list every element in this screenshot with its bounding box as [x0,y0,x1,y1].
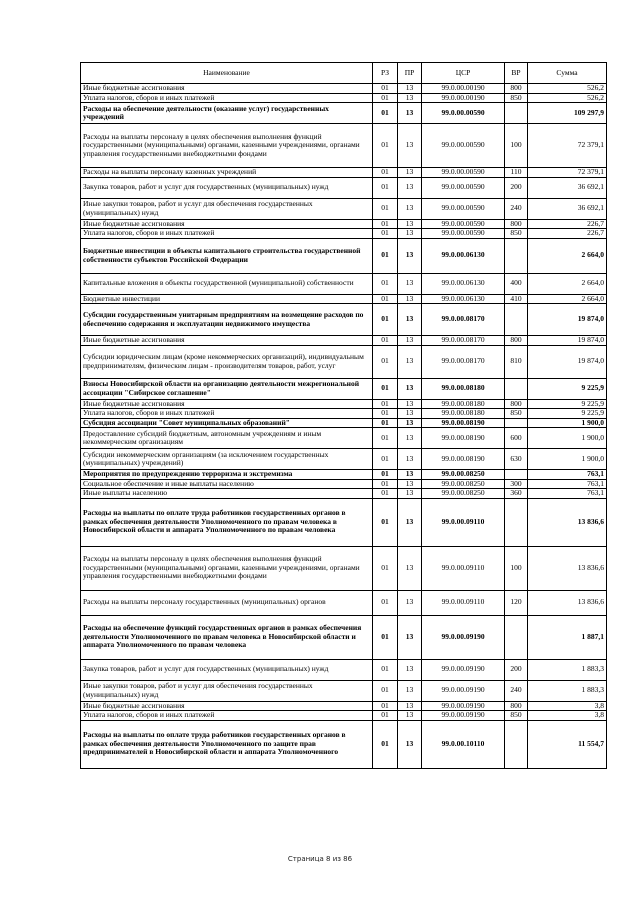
cell-csr: 99.0.00.09110 [422,546,505,590]
cell-name: Расходы на выплаты персоналу в целях обеспечения выполнения функций государственными (муниципальными) органами, казенными учреждениями, органами управления государственными внебюджетными фондами [81,546,373,590]
table-row [81,701,607,711]
cell-pr: 13 [398,449,422,470]
cell-name: Иные закупки товаров, работ и услуг для обеспечения государственных (муниципальных) нужд [81,680,373,701]
header-sum: Сумма [528,63,607,84]
cell-vr: 100 [505,546,528,590]
cell-name: Субсидии юридическим лицам (кроме некоммерческих организаций), индивидуальным предпринимателям, физическим лицам - производителям товаров, работ, услуг [81,345,373,378]
cell-pr: 13 [398,711,422,721]
cell-rz: 01 [373,93,398,103]
cell-csr: 99.0.00.00190 [422,84,505,94]
cell-name: Расходы на обеспечение функций государственных органов в рамках обеспечения деятельности Уполномоченного по правам человека в Новосибирской области и аппарата Уполномоченного по правам человека [81,615,373,659]
cell-rz: 01 [373,336,398,346]
cell-rz: 01 [373,378,398,399]
cell-csr: 99.0.00.08250 [422,470,505,480]
cell-sum: 11 554,7 [528,720,607,768]
cell-csr: 99.0.00.08170 [422,336,505,346]
cell-name: Иные бюджетные ассигнования [81,219,373,229]
cell-csr: 99.0.00.09110 [422,498,505,546]
table-row [81,168,607,178]
cell-sum: 1 900,0 [528,428,607,449]
table-row [81,336,607,346]
cell-csr: 99.0.00.00590 [422,177,505,198]
cell-csr: 99.0.00.06130 [422,273,505,294]
cell-vr: 800 [505,84,528,94]
cell-vr [505,615,528,659]
cell-vr [505,418,528,428]
cell-rz: 01 [373,103,398,124]
cell-pr: 13 [398,489,422,499]
cell-pr: 13 [398,428,422,449]
cell-sum: 763,1 [528,479,607,489]
cell-sum: 3,8 [528,711,607,721]
cell-name: Расходы на выплаты персоналу в целях обеспечения выполнения функций государственными (муниципальными) органами, казенными учреждениями, органами управления государственными внебюджетными фондами [81,124,373,168]
cell-pr: 13 [398,229,422,239]
cell-csr: 99.0.00.00190 [422,93,505,103]
cell-csr: 99.0.00.08190 [422,428,505,449]
cell-vr: 240 [505,680,528,701]
cell-vr: 850 [505,229,528,239]
cell-pr: 13 [398,546,422,590]
cell-pr: 13 [398,720,422,768]
cell-rz: 01 [373,449,398,470]
cell-name: Уплата налогов, сборов и иных платежей [81,93,373,103]
cell-vr: 360 [505,489,528,499]
cell-sum: 1 900,0 [528,449,607,470]
cell-name: Уплата налогов, сборов и иных платежей [81,229,373,239]
cell-vr: 120 [505,590,528,615]
cell-rz: 01 [373,229,398,239]
cell-csr: 99.0.00.00590 [422,168,505,178]
cell-name: Закупка товаров, работ и услуг для государственных (муниципальных) нужд [81,177,373,198]
cell-vr: 300 [505,479,528,489]
cell-pr: 13 [398,418,422,428]
cell-name: Капитальные вложения в объекты государственной (муниципальной) собственности [81,273,373,294]
cell-vr: 800 [505,219,528,229]
cell-csr: 99.0.00.08170 [422,345,505,378]
cell-name: Иные выплаты населению [81,489,373,499]
cell-vr: 800 [505,701,528,711]
cell-csr: 99.0.00.09190 [422,615,505,659]
cell-vr [505,378,528,399]
cell-sum: 13 836,6 [528,590,607,615]
cell-pr: 13 [398,409,422,419]
table-row [81,93,607,103]
cell-pr: 13 [398,93,422,103]
cell-name: Расходы на выплаты по оплате труда работников государственных органов в рамках обеспечения деятельности Уполномоченного по правам человека в Новосибирской области и аппарата Уполномоченного по правам человека [81,498,373,546]
table-header-row [81,63,607,84]
cell-sum: 1 887,1 [528,615,607,659]
cell-csr: 99.0.00.00590 [422,229,505,239]
table-row [81,219,607,229]
cell-sum: 1 883,3 [528,659,607,680]
cell-pr: 13 [398,615,422,659]
cell-sum: 226,7 [528,229,607,239]
cell-pr: 13 [398,701,422,711]
cell-rz: 01 [373,238,398,273]
cell-vr: 800 [505,336,528,346]
cell-sum: 9 225,9 [528,399,607,409]
table-row [81,479,607,489]
cell-vr [505,470,528,480]
cell-vr [505,238,528,273]
cell-pr: 13 [398,294,422,304]
table-row [81,489,607,499]
cell-pr: 13 [398,470,422,480]
cell-pr: 13 [398,345,422,378]
cell-sum: 526,2 [528,84,607,94]
cell-sum: 2 664,0 [528,294,607,304]
cell-pr: 13 [398,498,422,546]
table-row [81,124,607,168]
cell-csr: 99.0.00.00590 [422,198,505,219]
cell-pr: 13 [398,304,422,336]
cell-pr: 13 [398,479,422,489]
cell-sum: 1 883,3 [528,680,607,701]
cell-sum: 72 379,1 [528,168,607,178]
table-row [81,177,607,198]
cell-vr: 600 [505,428,528,449]
cell-sum: 526,2 [528,93,607,103]
table-row [81,294,607,304]
cell-vr: 800 [505,399,528,409]
cell-rz: 01 [373,177,398,198]
table-row [81,345,607,378]
cell-sum: 13 836,6 [528,546,607,590]
cell-pr: 13 [398,680,422,701]
table-row [81,449,607,470]
cell-vr: 400 [505,273,528,294]
cell-pr: 13 [398,177,422,198]
cell-csr: 99.0.00.08190 [422,418,505,428]
table-row [81,590,607,615]
table-row [81,378,607,399]
cell-csr: 99.0.00.08190 [422,449,505,470]
cell-sum: 3,8 [528,701,607,711]
cell-name: Иные закупки товаров, работ и услуг для обеспечения государственных (муниципальных) нужд [81,198,373,219]
table-row [81,546,607,590]
cell-pr: 13 [398,168,422,178]
cell-csr: 99.0.00.08250 [422,489,505,499]
cell-name: Иные бюджетные ассигнования [81,84,373,94]
cell-rz: 01 [373,498,398,546]
cell-csr: 99.0.00.09190 [422,680,505,701]
cell-sum: 2 664,0 [528,273,607,294]
table-row [81,409,607,419]
table-row [81,498,607,546]
cell-name: Субсидия ассоциации "Совет муниципальных образований" [81,418,373,428]
cell-rz: 01 [373,399,398,409]
cell-rz: 01 [373,219,398,229]
cell-sum: 763,1 [528,489,607,499]
cell-name: Иные бюджетные ассигнования [81,399,373,409]
cell-sum: 72 379,1 [528,124,607,168]
cell-rz: 01 [373,711,398,721]
table-row [81,470,607,480]
cell-rz: 01 [373,546,398,590]
cell-rz: 01 [373,198,398,219]
cell-csr: 99.0.00.09190 [422,711,505,721]
cell-rz: 01 [373,701,398,711]
cell-csr: 99.0.00.08180 [422,409,505,419]
table-row [81,615,607,659]
cell-vr: 850 [505,93,528,103]
cell-vr [505,720,528,768]
cell-pr: 13 [398,238,422,273]
cell-pr: 13 [398,590,422,615]
cell-name: Расходы на обеспечение деятельности (оказание услуг) государственных учреждений [81,103,373,124]
table-row [81,273,607,294]
header-pr: ПР [398,63,422,84]
cell-csr: 99.0.00.00590 [422,219,505,229]
cell-vr [505,304,528,336]
cell-pr: 13 [398,103,422,124]
cell-name: Бюджетные инвестиции [81,294,373,304]
cell-csr: 99.0.00.09110 [422,590,505,615]
header-vr: ВР [505,63,528,84]
cell-vr: 110 [505,168,528,178]
cell-name: Уплата налогов, сборов и иных платежей [81,409,373,419]
cell-rz: 01 [373,345,398,378]
table-row [81,229,607,239]
table-row [81,304,607,336]
cell-name: Предоставление субсидий бюджетным, автономным учреждениям и иным некоммерческим организациям [81,428,373,449]
cell-vr: 810 [505,345,528,378]
cell-sum: 9 225,9 [528,409,607,419]
cell-csr: 99.0.00.08180 [422,399,505,409]
cell-csr: 99.0.00.00590 [422,103,505,124]
cell-pr: 13 [398,273,422,294]
cell-rz: 01 [373,720,398,768]
cell-vr: 200 [505,659,528,680]
cell-pr: 13 [398,198,422,219]
cell-name: Мероприятия по предупреждению терроризма и экстремизма [81,470,373,480]
cell-csr: 99.0.00.09190 [422,659,505,680]
cell-vr: 850 [505,409,528,419]
table-body [81,84,607,769]
budget-table [80,62,607,769]
cell-pr: 13 [398,219,422,229]
table-row [81,659,607,680]
header-name: Наименование [81,63,373,84]
cell-rz: 01 [373,418,398,428]
cell-name: Уплата налогов, сборов и иных платежей [81,711,373,721]
cell-sum: 1 900,0 [528,418,607,428]
cell-vr [505,498,528,546]
cell-rz: 01 [373,479,398,489]
table-row [81,428,607,449]
cell-sum: 2 664,0 [528,238,607,273]
cell-rz: 01 [373,615,398,659]
cell-name: Бюджетные инвестиции в объекты капитального строительства государственной собственности субъектов Российской Федерации [81,238,373,273]
cell-rz: 01 [373,304,398,336]
cell-sum: 19 874,0 [528,304,607,336]
cell-sum: 226,7 [528,219,607,229]
cell-sum: 109 297,9 [528,103,607,124]
cell-csr: 99.0.00.06130 [422,238,505,273]
page-footer: Страница 8 из 86 [287,855,353,863]
cell-rz: 01 [373,84,398,94]
cell-rz: 01 [373,124,398,168]
cell-vr: 240 [505,198,528,219]
table-row [81,84,607,94]
cell-sum: 19 874,0 [528,336,607,346]
cell-pr: 13 [398,399,422,409]
cell-name: Расходы на выплаты персоналу государственных (муниципальных) органов [81,590,373,615]
cell-rz: 01 [373,489,398,499]
cell-csr: 99.0.00.08170 [422,304,505,336]
budget-table-container [80,62,606,769]
table-row [81,711,607,721]
cell-csr: 99.0.00.06130 [422,294,505,304]
table-row [81,720,607,768]
cell-csr: 99.0.00.10110 [422,720,505,768]
cell-rz: 01 [373,470,398,480]
cell-sum: 9 225,9 [528,378,607,399]
cell-csr: 99.0.00.08180 [422,378,505,399]
cell-name: Субсидии некоммерческим организациям (за исключением государственных (муниципальных) учреждений) [81,449,373,470]
cell-rz: 01 [373,428,398,449]
cell-name: Субсидии государственным унитарным предприятиям на возмещение расходов по обеспечению содержания и эксплуатации недвижимого имущества [81,304,373,336]
cell-vr: 850 [505,711,528,721]
header-csr: ЦСР [422,63,505,84]
cell-sum: 36 692,1 [528,198,607,219]
cell-vr: 630 [505,449,528,470]
cell-sum: 19 874,0 [528,345,607,378]
table-row [81,418,607,428]
cell-name: Иные бюджетные ассигнования [81,701,373,711]
cell-name: Закупка товаров, работ и услуг для государственных (муниципальных) нужд [81,659,373,680]
cell-name: Расходы на выплаты по оплате труда работников государственных органов в рамках обеспечения деятельности Уполномоченного по защите прав предпринимателей в Новосибирской области и аппарата Уполномоченного [81,720,373,768]
cell-rz: 01 [373,409,398,419]
cell-vr: 100 [505,124,528,168]
cell-rz: 01 [373,659,398,680]
cell-csr: 99.0.00.08250 [422,479,505,489]
cell-vr: 200 [505,177,528,198]
cell-rz: 01 [373,294,398,304]
cell-name: Расходы на выплаты персоналу казенных учреждений [81,168,373,178]
cell-pr: 13 [398,378,422,399]
table-row [81,103,607,124]
cell-name: Взносы Новосибирской области на организацию деятельности межрегиональной ассоциации "Сибирское соглашение" [81,378,373,399]
cell-pr: 13 [398,336,422,346]
table-row [81,238,607,273]
cell-sum: 36 692,1 [528,177,607,198]
cell-vr: 410 [505,294,528,304]
cell-sum: 763,1 [528,470,607,480]
cell-csr: 99.0.00.00590 [422,124,505,168]
cell-csr: 99.0.00.09190 [422,701,505,711]
cell-pr: 13 [398,84,422,94]
cell-pr: 13 [398,124,422,168]
table-row [81,680,607,701]
cell-rz: 01 [373,168,398,178]
cell-name: Социальное обеспечение и иные выплаты населению [81,479,373,489]
cell-pr: 13 [398,659,422,680]
cell-rz: 01 [373,680,398,701]
cell-rz: 01 [373,590,398,615]
header-rz: РЗ [373,63,398,84]
cell-name: Иные бюджетные ассигнования [81,336,373,346]
cell-sum: 13 836,6 [528,498,607,546]
table-row [81,399,607,409]
cell-vr [505,103,528,124]
table-row [81,198,607,219]
cell-rz: 01 [373,273,398,294]
